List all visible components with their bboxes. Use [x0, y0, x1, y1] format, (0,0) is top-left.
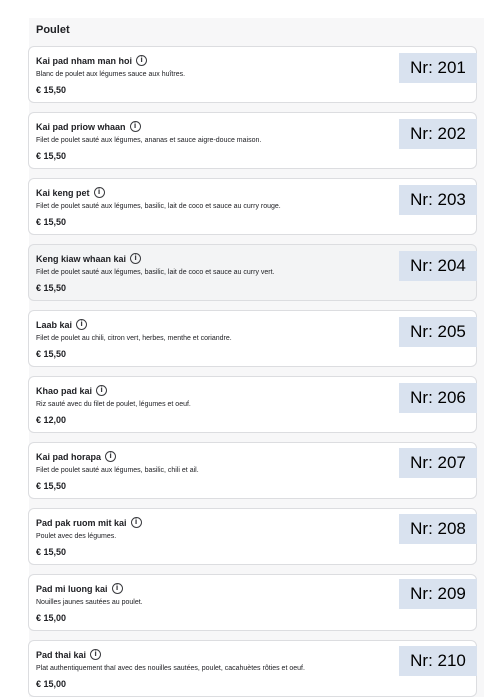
menu-item-description: Filet de poulet sauté aux légumes, basilic, chili et ail. [36, 467, 199, 474]
item-number-label: Nr: 210 [399, 646, 477, 676]
menu-item-description: Filet de poulet sauté aux légumes, basilic, lait de coco et sauce au curry rouge. [36, 203, 281, 210]
menu-item-name-row [36, 121, 141, 132]
menu-item-name-row [36, 187, 105, 198]
menu-item-name: Keng kiaw whaan kai [36, 253, 127, 264]
item-number-label: Nr: 209 [399, 579, 477, 609]
info-icon[interactable]: i [136, 55, 147, 66]
menu-item-price: € 15,50 [36, 85, 67, 95]
item-number-label: Nr: 204 [399, 251, 477, 281]
item-number-label: Nr: 205 [399, 317, 477, 347]
menu-item-price: € 15,50 [36, 349, 67, 359]
menu-item-name: Laab kai [36, 319, 73, 330]
menu-item-price: € 15,50 [36, 151, 67, 161]
item-number-label: Nr: 206 [399, 383, 477, 413]
menu-item-price: € 15,00 [36, 613, 67, 623]
menu-item-name-row [36, 385, 107, 396]
menu-item-name: Kai keng pet [36, 187, 90, 198]
section-title: Poulet [36, 24, 70, 36]
item-number-label: Nr: 202 [399, 119, 477, 149]
info-icon[interactable]: i [105, 451, 116, 462]
info-icon[interactable]: i [112, 583, 123, 594]
menu-item-price: € 15,50 [36, 283, 67, 293]
menu-item-price: € 15,50 [36, 217, 67, 227]
menu-item-name-row [36, 649, 101, 660]
menu-item-name-row [36, 583, 123, 594]
info-icon[interactable]: i [130, 121, 141, 132]
menu-item-price: € 15,00 [36, 679, 67, 689]
menu-item-price: € 12,00 [36, 415, 67, 425]
menu-item-name-row [36, 517, 142, 528]
menu-item-name-row [36, 253, 141, 264]
info-icon[interactable]: i [76, 319, 87, 330]
menu-item-name: Kai pad priow whaan [36, 121, 126, 132]
menu-item-name: Kai pad nham man hoi [36, 55, 133, 66]
menu-item-description: Filet de poulet sauté aux légumes, basilic, lait de coco et sauce au curry vert. [36, 269, 275, 276]
menu-item-description: Plat authentiquement thaï avec des nouilles sautées, poulet, cacahuètes rôties et oeuf. [36, 665, 305, 672]
menu-item-description: Poulet avec des légumes. [36, 533, 117, 540]
info-icon[interactable]: i [94, 187, 105, 198]
menu-item-description: Blanc de poulet aux légumes sauce aux huîtres. [36, 71, 186, 78]
menu-item-name: Pad pak ruom mit kai [36, 517, 127, 528]
info-icon[interactable]: i [130, 253, 141, 264]
menu-item-name-row [36, 319, 87, 330]
menu-item-description: Nouilles jaunes sautées au poulet. [36, 599, 143, 606]
item-number-label: Nr: 207 [399, 448, 477, 478]
menu-item-price: € 15,50 [36, 481, 67, 491]
info-icon[interactable]: i [90, 649, 101, 660]
menu-item-name: Pad mi luong kai [36, 583, 108, 594]
info-icon[interactable]: i [96, 385, 107, 396]
menu-item-name-row [36, 55, 147, 66]
menu-item-description: Riz sauté avec du filet de poulet, légumes et oeuf. [36, 401, 191, 408]
menu-item-price: € 15,50 [36, 547, 67, 557]
menu-item-name: Pad thai kai [36, 649, 87, 660]
menu-item-description: Filet de poulet sauté aux légumes, ananas et sauce aigre-douce maison. [36, 137, 262, 144]
item-number-label: Nr: 201 [399, 53, 477, 83]
menu-item-name: Khao pad kai [36, 385, 93, 396]
menu-item-name: Kai pad horapa [36, 451, 102, 462]
info-icon[interactable]: i [131, 517, 142, 528]
item-number-label: Nr: 208 [399, 514, 477, 544]
menu-item-name-row [36, 451, 116, 462]
menu-item-description: Filet de poulet au chili, citron vert, herbes, menthe et coriandre. [36, 335, 232, 342]
item-number-label: Nr: 203 [399, 185, 477, 215]
